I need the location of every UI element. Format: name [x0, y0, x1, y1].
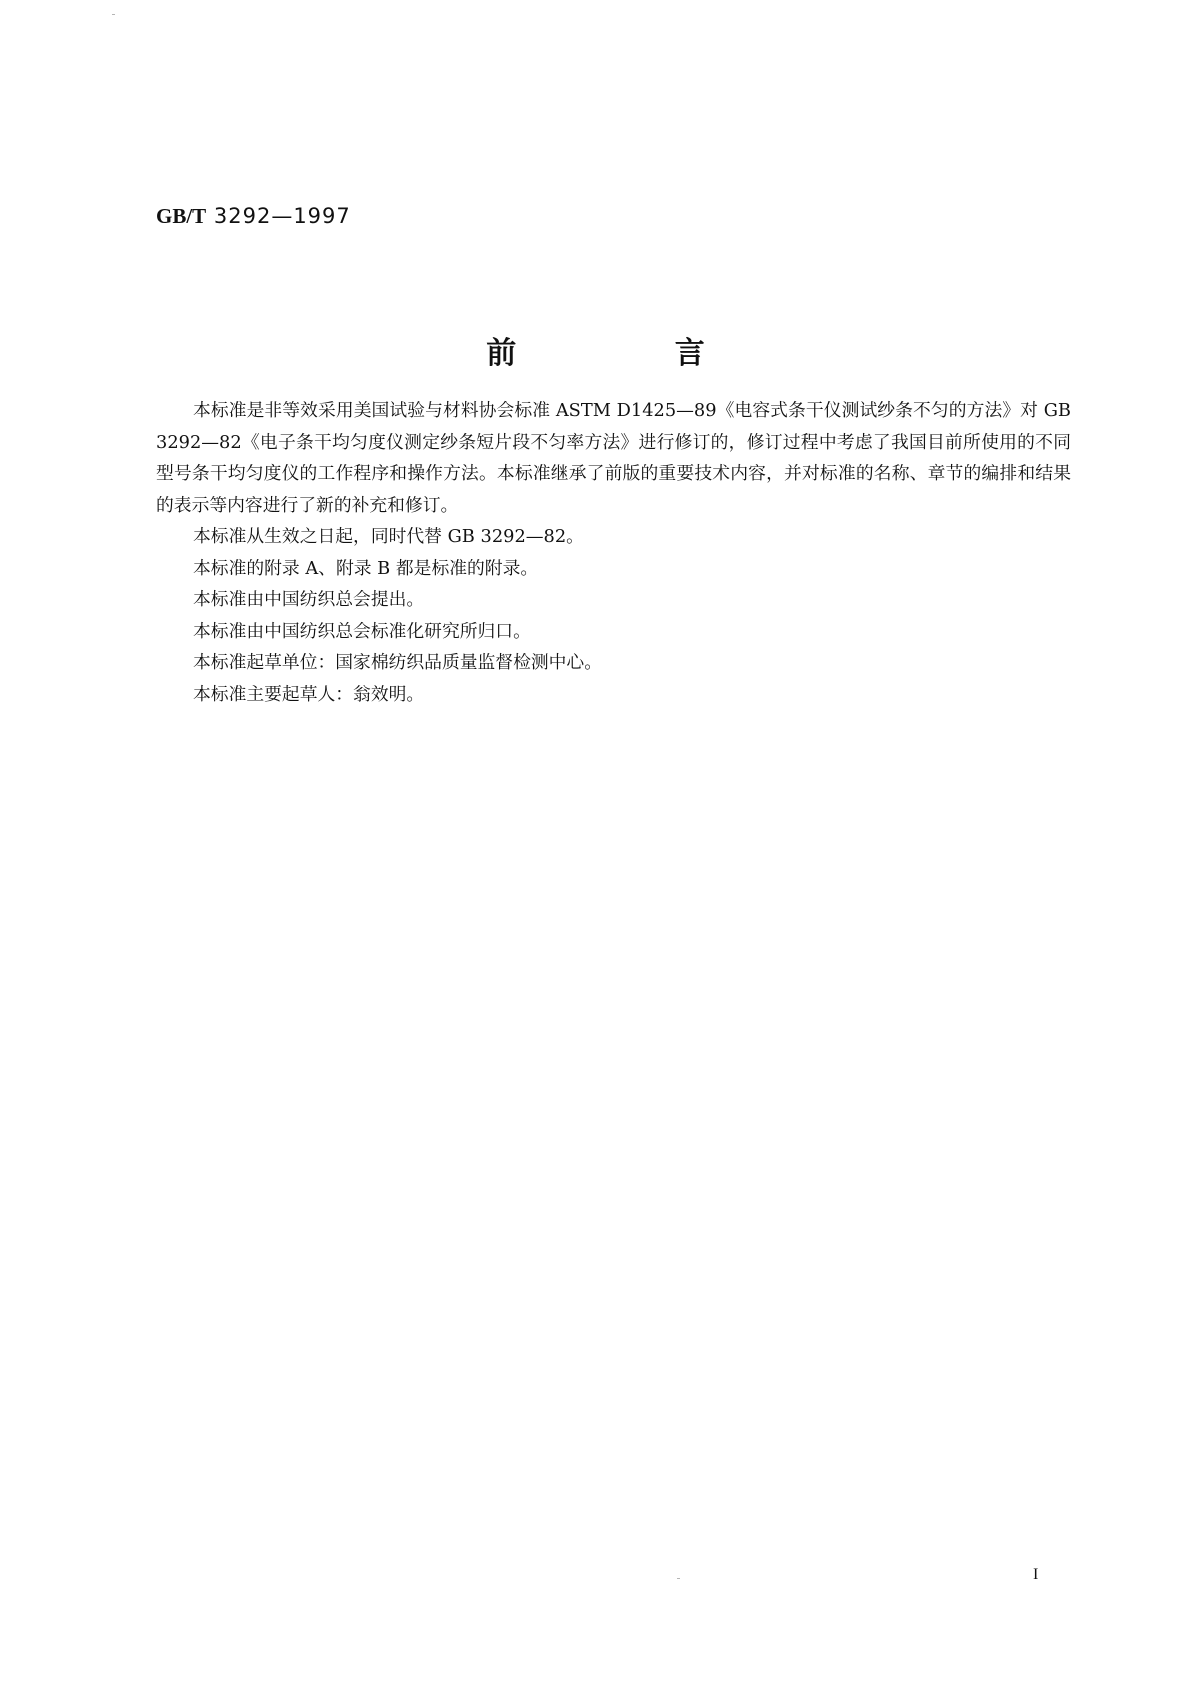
scan-speck: [112, 14, 115, 15]
paragraph-centralized-unit: 本标准由中国纺织总会标准化研究所归口。: [193, 620, 531, 642]
paragraph-appendix: 本标准的附录 A、附录 B 都是标准的附录。: [193, 557, 539, 579]
scan-speck: [677, 1578, 680, 1579]
page-title: 前 言: [486, 336, 779, 371]
foreword-body: [156, 395, 1071, 710]
standard-code: [156, 204, 351, 229]
standard-code-prefix: GB/T: [156, 204, 207, 228]
paragraph-adoption: 本标准是非等效采用美国试验与材料协会标准 ASTM D1425—89《电容式条干仪测试纱条不匀的方法》对 GB 3292—82《电子条干均匀度仪测定纱条短片段不匀率方法》进行修订的，修订过程中考虑了我国目前所使用的不同型号条干均匀度仪的工作程序和操作方法。本标准继承了前版的重要技术内容，并对标准的名称、章节的编排和结果的表示等内容进行了新的补充和修订。: [156, 400, 1071, 516]
standard-code-number: 3292—1997: [213, 204, 351, 228]
page-number: I: [1033, 1566, 1039, 1583]
paragraph-supersede: 本标准从生效之日起，同时代替 GB 3292—82。: [193, 526, 584, 547]
paragraph-drafters: 本标准主要起草人：翁效明。: [193, 683, 425, 705]
paragraph-proposer: 本标准由中国纺织总会提出。: [193, 589, 425, 610]
paragraph-drafting-unit: 本标准起草单位：国家棉纺织品质量监督检测中心。: [193, 652, 602, 673]
